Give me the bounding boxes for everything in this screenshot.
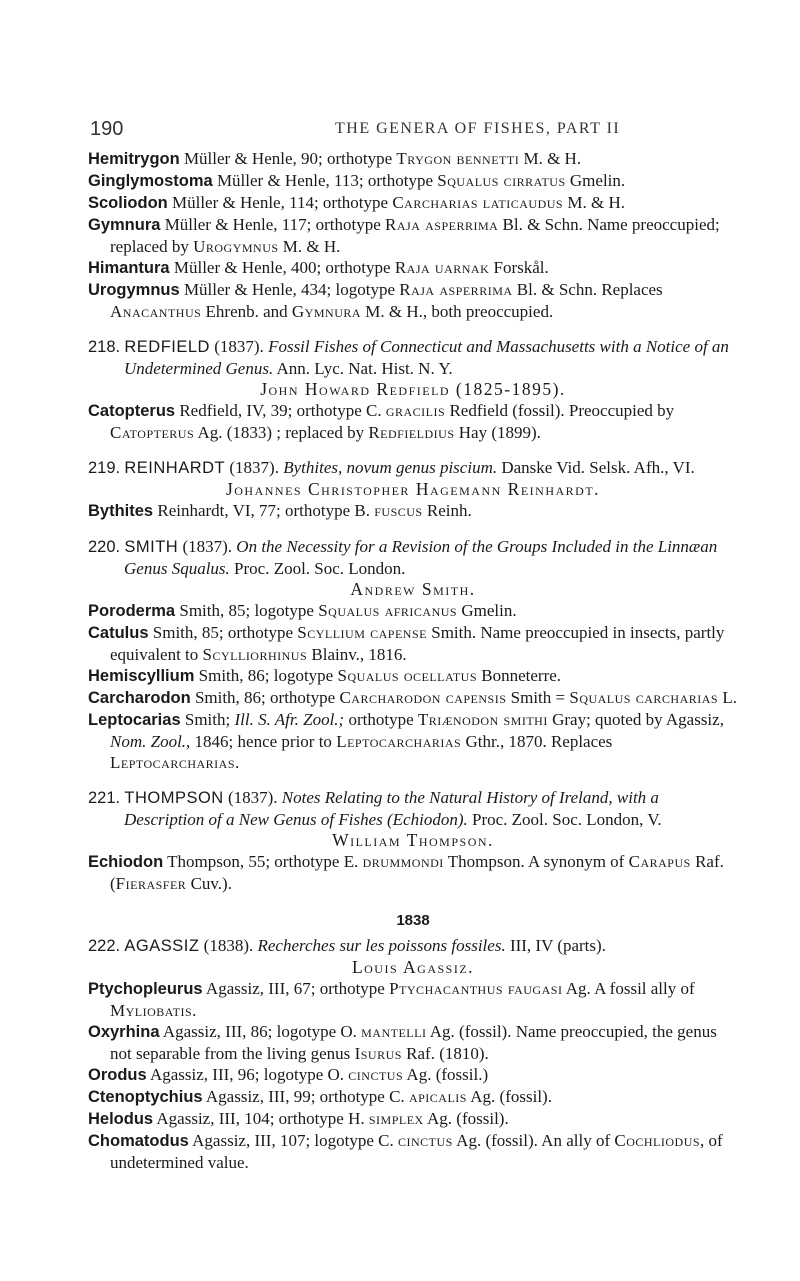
citation: 218. REDFIELD (1837). Fossil Fishes of Connecticut and Massachusetts with a Notice of an Undetermined Genus. Ann. Lyc. Nat. Hist. N. Y. [88,337,729,378]
genus-entry: Leptocarias Smith; Ill. S. Afr. Zool.; orthotype Triænodon smithi Gray; quoted by Agassiz, Nom. Zool., 1846; hence prior to Leptocarcharias Gthr., 1870. Replaces Leptocarcharias. [88,710,724,772]
section-222 [88,935,738,1173]
block-1836 [88,148,738,322]
running-head: THE GENERA OF FISHES, PART II [335,120,621,137]
genus-entry: Hemitrygon Müller & Henle, 90; orthotype Trygon bennetti M. & H. [88,149,582,168]
citation: 219. REINHARDT (1837). Bythites, novum genus piscium. Danske Vid. Selsk. Afh., VI. [88,458,695,477]
year-heading: 1838 [396,912,430,929]
genus-entry: Oxyrhina Agassiz, III, 86; logotype O. mantelli Ag. (fossil). Name preoccupied, the genus not separable from the living genus Isurus Raf. (1810). [88,1022,717,1063]
citation: 220. SMITH (1837). On the Necessity for a Revision of the Groups Included in the Linnæan Genus Squalus. Proc. Zool. Soc. London. [88,537,718,578]
genus-entry: Poroderma Smith, 85; logotype Squalus africanus Gmelin. [88,601,517,620]
author-fullname: John Howard Redfield (1825-1895). [260,379,566,399]
genus-entry: Ctenoptychius Agassiz, III, 99; orthotype C. apicalis Ag. (fossil). [88,1087,552,1106]
genus-entry: Orodus Agassiz, III, 96; logotype O. cinctus Ag. (fossil.) [88,1065,489,1084]
genus-entry: Carcharodon Smith, 86; orthotype Carcharodon capensis Smith = Squalus carcharias L. [88,688,737,707]
genus-entry: Himantura Müller & Henle, 400; orthotype Raja uarnak Forskål. [88,258,549,277]
genus-entry: Gymnura Müller & Henle, 117; orthotype Raja asperrima Bl. & Schn. Name preoccupied; replaced by Urogymnus M. & H. [88,215,720,256]
genus-entry: Catulus Smith, 85; orthotype Scyllium capense Smith. Name preoccupied in insects, partly equivalent to Scylliorhinus Blainv., 1816. [88,623,725,664]
page-number: 190 [90,118,124,140]
page-body [88,148,738,1173]
genus-entry: Chomatodus Agassiz, III, 107; logotype C. cinctus Ag. (fossil). An ally of Cochliodus, of undetermined value. [88,1131,723,1172]
author-fullname: Johannes Christopher Hagemann Reinhardt. [225,479,601,499]
author-fullname: Andrew Smith. [350,579,476,599]
genus-entry: Hemiscyllium Smith, 86; logotype Squalus ocellatus Bonneterre. [88,666,562,685]
page-header [90,118,730,142]
section-221 [88,787,738,894]
genus-entry: Catopterus Redfield, IV, 39; orthotype C. gracilis Redfield (fossil). Preoccupied by Catopterus Ag. (1833) ; replaced by Redfieldius Hay (1899). [88,401,675,442]
section-219 [88,457,738,522]
genus-entry: Helodus Agassiz, III, 104; orthotype H. simplex Ag. (fossil). [88,1109,509,1128]
genus-entry: Ptychopleurus Agassiz, III, 67; orthotype Ptychacanthus faugasi Ag. A fossil ally of Myliobatis. [88,979,695,1020]
genus-entry: Bythites Reinhardt, VI, 77; orthotype B. fuscus Reinh. [88,501,472,520]
section-218 [88,336,738,443]
author-fullname: William Thompson. [332,830,494,850]
author-fullname: Louis Agassiz. [351,957,475,977]
citation: 221. THOMPSON (1837). Notes Relating to the Natural History of Ireland, with a Description of a New Genus of Fishes (Echiodon). Proc. Zool. Soc. London, V. [88,788,662,829]
genus-entry: Scoliodon Müller & Henle, 114; orthotype Carcharias laticaudus M. & H. [88,193,625,212]
genus-entry: Ginglymostoma Müller & Henle, 113; orthotype Squalus cirratus Gmelin. [88,171,626,190]
genus-entry: Echiodon Thompson, 55; orthotype E. drummondi Thompson. A synonym of Carapus Raf. (Fierasfer Cuv.). [88,852,724,893]
citation: 222. AGASSIZ (1838). Recherches sur les poissons fossiles. III, IV (parts). [88,936,606,955]
genus-entry: Urogymnus Müller & Henle, 434; logotype Raja asperrima Bl. & Schn. Replaces Anacanthus Ehrenb. and Gymnura M. & H., both preoccupied. [88,280,663,321]
section-220 [88,536,738,773]
